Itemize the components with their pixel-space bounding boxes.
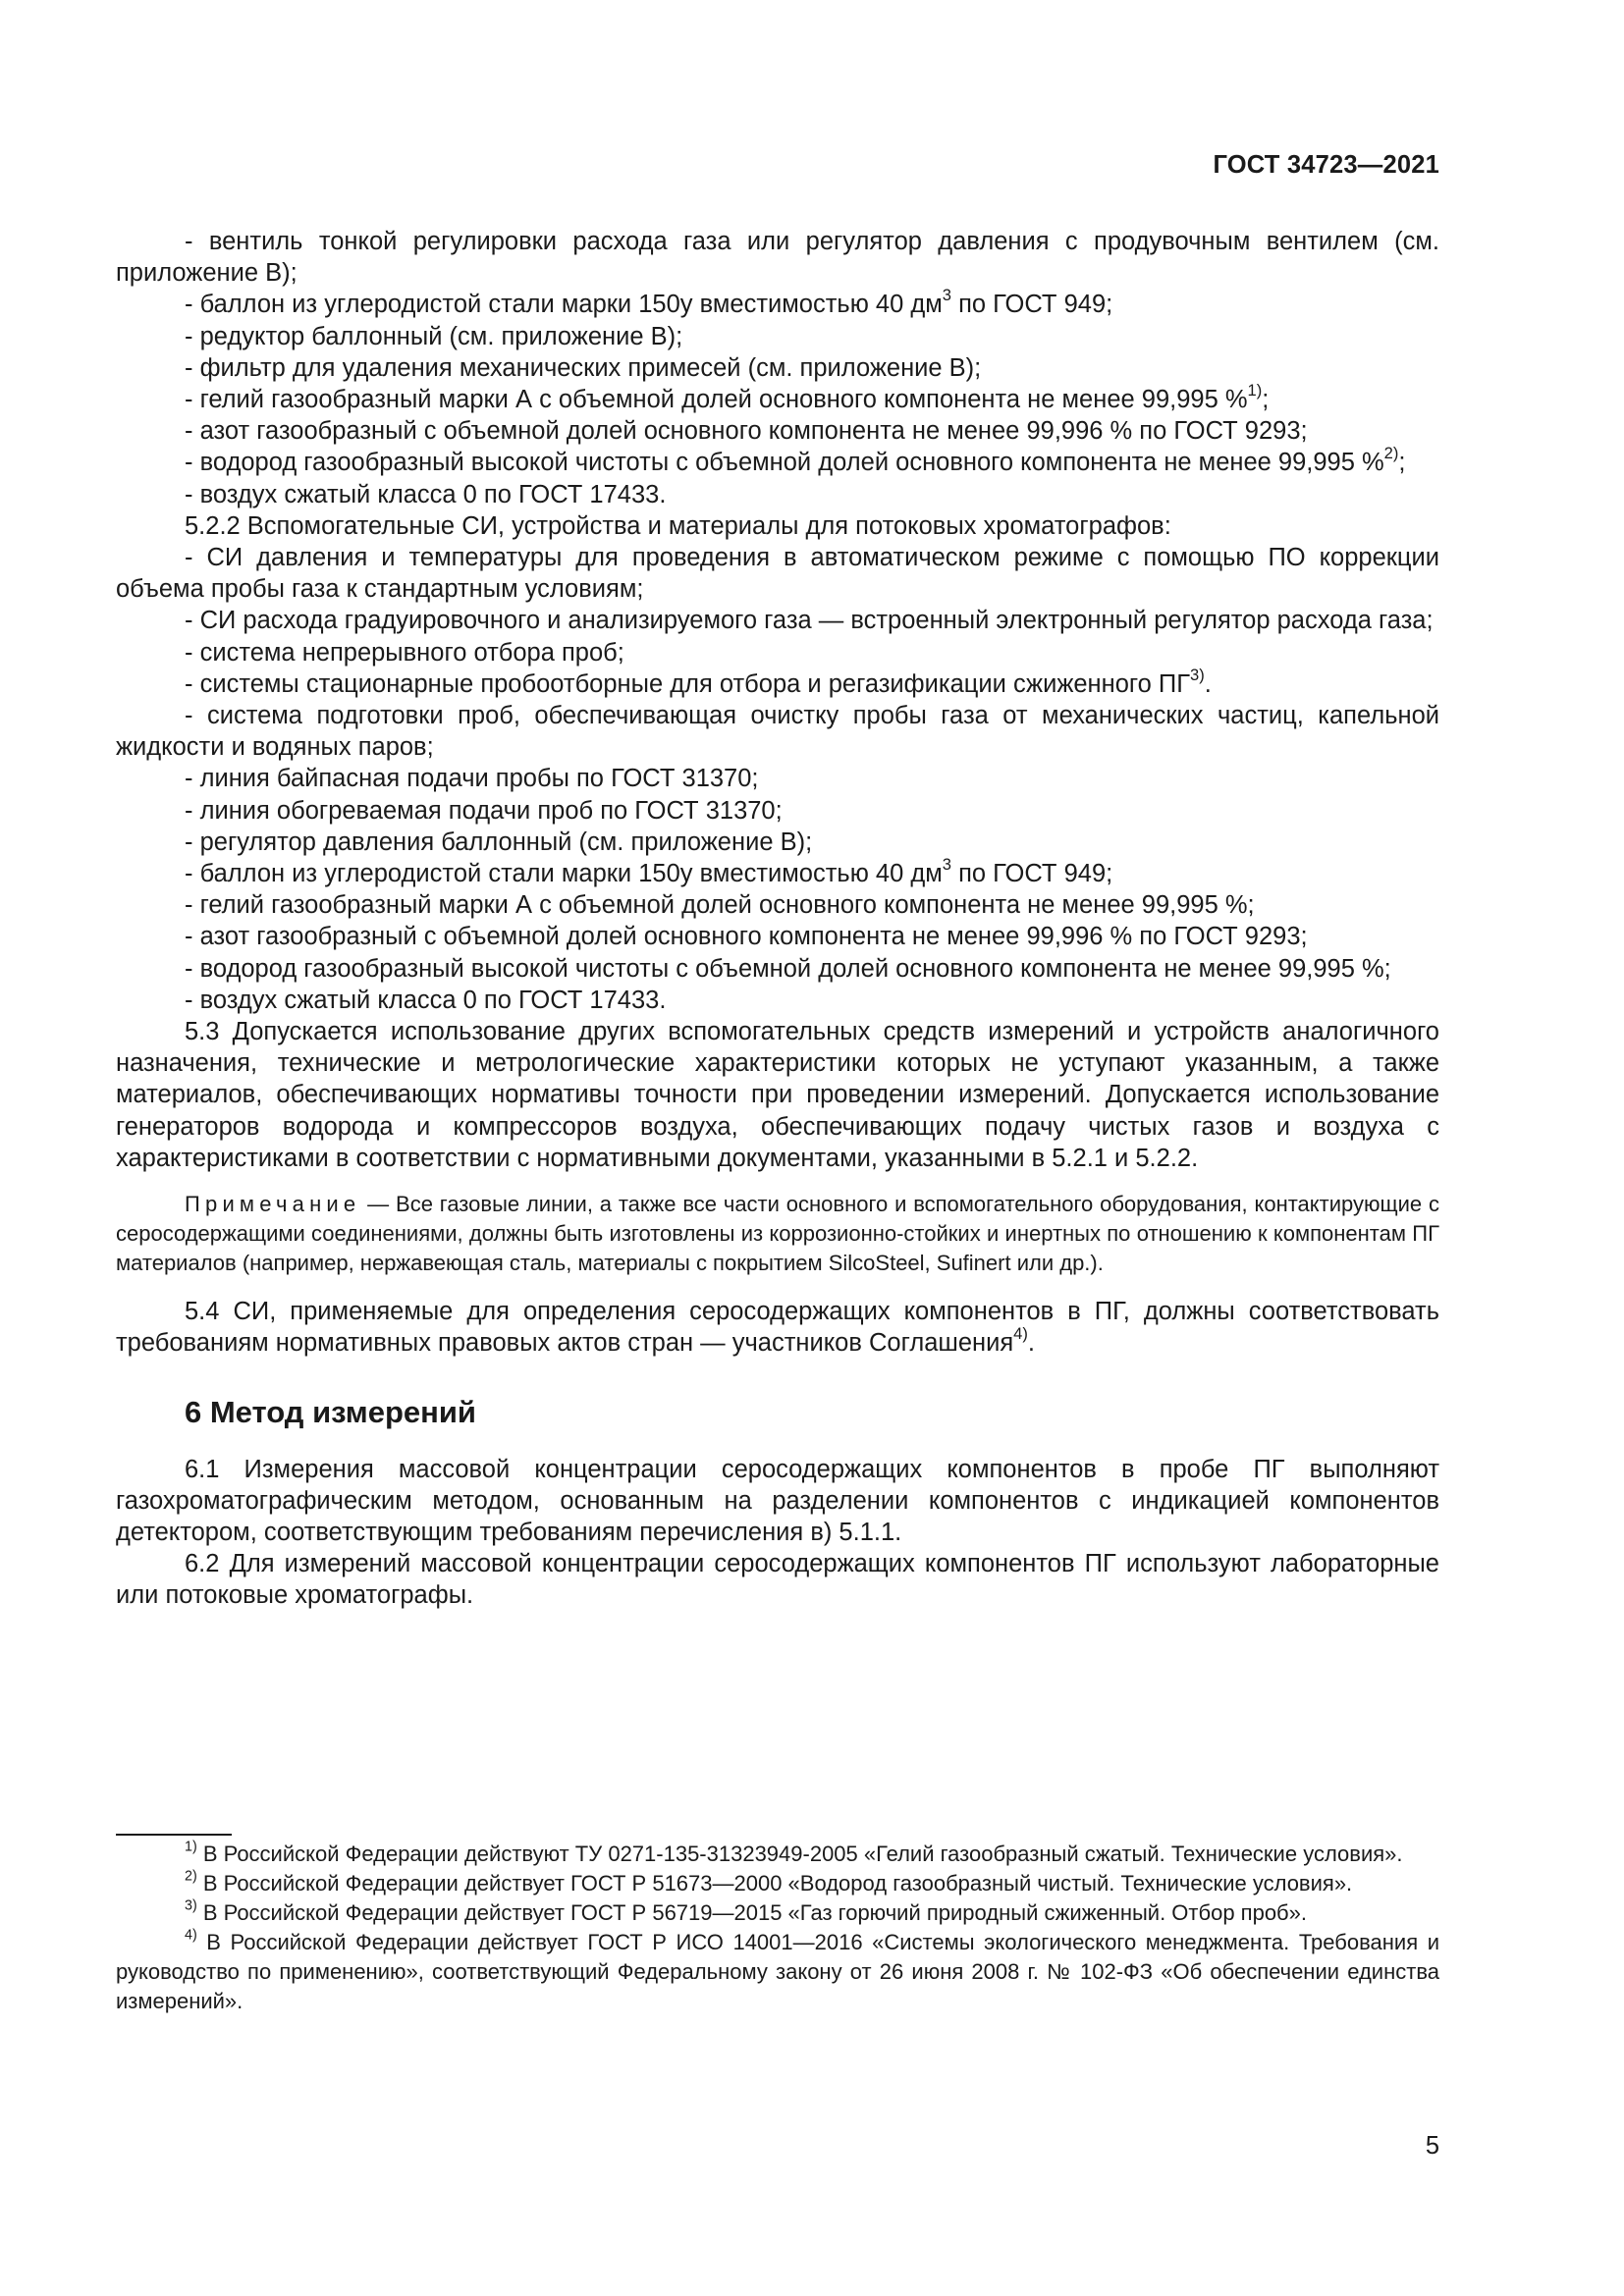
document-page — [116, 0, 1439, 2296]
list-item: - вентиль тонкой регулировки расхода газа или регулятор давления с продувочным вентилем (см. приложение В); — [116, 228, 1439, 288]
clause-6-1: 6.1 Измерения массовой концентрации серосодержащих компонентов в пробе ПГ выполняют газохроматографическим методом, основанным на разделении компонентов с индикацией компонентов детектором, соответствующим требованиям перечисления в) 5.1.1. — [116, 1455, 1439, 1546]
clause-5-2-2: 5.2.2 Вспомогательные СИ, устройства и материалы для потоковых хроматографов: — [185, 511, 1171, 540]
list-item: - линия байпасная подачи пробы по ГОСТ 31370; — [185, 765, 759, 793]
list-item: - СИ давления и температуры для проведения в автоматическом режиме с помощью ПО коррекции объема пробы газа к стандартным условиям; — [116, 544, 1439, 604]
list-item: - линия обогреваемая подачи проб по ГОСТ 31370; — [185, 796, 783, 825]
footnote-ref-4: 4) — [1013, 1324, 1028, 1344]
list-item: - воздух сжатый класса 0 по ГОСТ 17433. — [185, 480, 667, 508]
footnote-mark: 4) — [185, 1927, 197, 1944]
list-item: - азот газообразный с объемной долей основного компонента не менее 99,996 % по ГОСТ 9293; — [185, 923, 1308, 951]
list-item: - азот газообразный с объемной долей основного компонента не менее 99,996 % по ГОСТ 9293; — [185, 417, 1308, 446]
footnotes — [116, 1834, 1439, 2016]
list-item: - водород газообразный высокой чистоты с объемной долей основного компонента не менее 99,995 %$^{2)}$; — [185, 444, 1406, 477]
footnote-1: $^{1)}$ В Российской Федерации действуют ТУ 0271-135-31323949-2005 «Гелий газообразный сжатый. Технические условия». — [185, 1839, 1403, 1866]
footnote-divider — [116, 1834, 232, 1836]
note — [116, 1190, 1439, 1278]
note-text: — Все газовые линии, а также все части основного и вспомогательного оборудования, контактирующие с серосодержащими соединениями, должны быть изготовлены из коррозионно-стойких и инертных по отношению к компонентам ПГ материалов (например, нержавеющая сталь, материалы с покрытием SilcoSteel, Sufinert или др.). — [116, 1192, 1439, 1276]
document-code-header: ГОСТ 34723—2021 — [1213, 151, 1439, 179]
list-item: - баллон из углеродистой стали марки 150у вместимостью 40 $дм^3$ по ГОСТ 949; — [185, 286, 1113, 319]
clause-5-4: 5.4 СИ, применяемые для определения серосодержащих компонентов в ПГ, должны соответствовать требованиям нормативных правовых актов стран — участников Соглашения$^{4)}$. — [116, 1298, 1439, 1358]
superscript: 3 — [942, 286, 951, 305]
footnote-ref-2: 2) — [1383, 444, 1399, 463]
footnote-mark: 3) — [185, 1897, 197, 1914]
list-item: - регулятор давления баллонный (см. приложение В); — [185, 828, 813, 856]
list-item: - воздух сжатый класса 0 по ГОСТ 17433. — [185, 986, 667, 1014]
footnote-4: $^{4)}$ В Российской Федерации действует ГОСТ Р ИСО 14001—2016 «Системы экологического менеджмента. Требования и руководство по применению», соответствующий Федеральному закону от 26 июня 2008 г. № 102-ФЗ «Об обеспечении единства измерений». — [116, 1927, 1439, 2013]
list-item: - СИ расхода градуировочного и анализируемого газа — встроенный электронный регулятор расхода газа; — [185, 607, 1434, 635]
list-item: - гелий газообразный марки А с объемной долей основного компонента не менее 99,995 %; — [185, 891, 1255, 920]
list-item: - баллон из углеродистой стали марки 150у вместимостью 40 $дм^3$ по ГОСТ 949; — [185, 855, 1113, 888]
clause-5-3: 5.3 Допускается использование других вспомогательных средств измерений и устройств аналогичного назначения, технические и метрологические характеристики которых не уступают указанным, а также материалов, обеспечивающих нормативы точности при проведении измерений. Допускается использование генераторов водорода и компрессоров воздуха, обеспечивающих подачу чистых газов и воздуха с характеристиками в соответствии с нормативными документами, указанными в 5.2.1 и 5.2.2. — [116, 1018, 1439, 1172]
list-item: - водород газообразный высокой чистоты с объемной долей основного компонента не менее 99,995 %; — [185, 954, 1391, 983]
clause-6-2: 6.2 Для измерений массовой концентрации серосодержащих компонентов ПГ используют лабораторные или потоковые хроматографы. — [116, 1550, 1439, 1610]
list-item: - фильтр для удаления механических примесей (см. приложение В); — [185, 353, 982, 382]
superscript: 3 — [942, 855, 951, 875]
main-text — [116, 226, 1439, 1612]
list-item: - редуктор баллонный (см. приложение В); — [185, 322, 683, 350]
footnote-3: $^{3)}$ В Российской Федерации действует ГОСТ Р 56719—2015 «Газ горючий природный сжиженный. Отбор проб». — [185, 1897, 1308, 1925]
note-label: Примечание — [185, 1192, 361, 1217]
footnote-mark: 1) — [185, 1839, 197, 1855]
list-item: - система подготовки проб, обеспечивающая очистку пробы газа от механических частиц, капельной жидкости и водяных паров; — [116, 702, 1439, 762]
list-item: - системы стационарные пробоотборные для отбора и регазификации сжиженного ПГ$^{3)}$. — [185, 665, 1212, 698]
footnote-ref-3: 3) — [1190, 665, 1205, 684]
list-item: - система непрерывного отбора проб; — [185, 638, 624, 667]
footnote-2: $^{2)}$ В Российской Федерации действует ГОСТ Р 51673—2000 «Водород газообразный чистый. Технические условия». — [185, 1868, 1353, 1896]
footnote-mark: 2) — [185, 1868, 197, 1885]
footnote-ref-1: 1) — [1247, 381, 1263, 400]
list-item: - гелий газообразный марки А с объемной долей основного компонента не менее 99,995 %$^{1)}$; — [185, 381, 1270, 414]
section-heading: 6 Метод измерений — [185, 1394, 476, 1429]
page-number: 5 — [1425, 2132, 1439, 2160]
